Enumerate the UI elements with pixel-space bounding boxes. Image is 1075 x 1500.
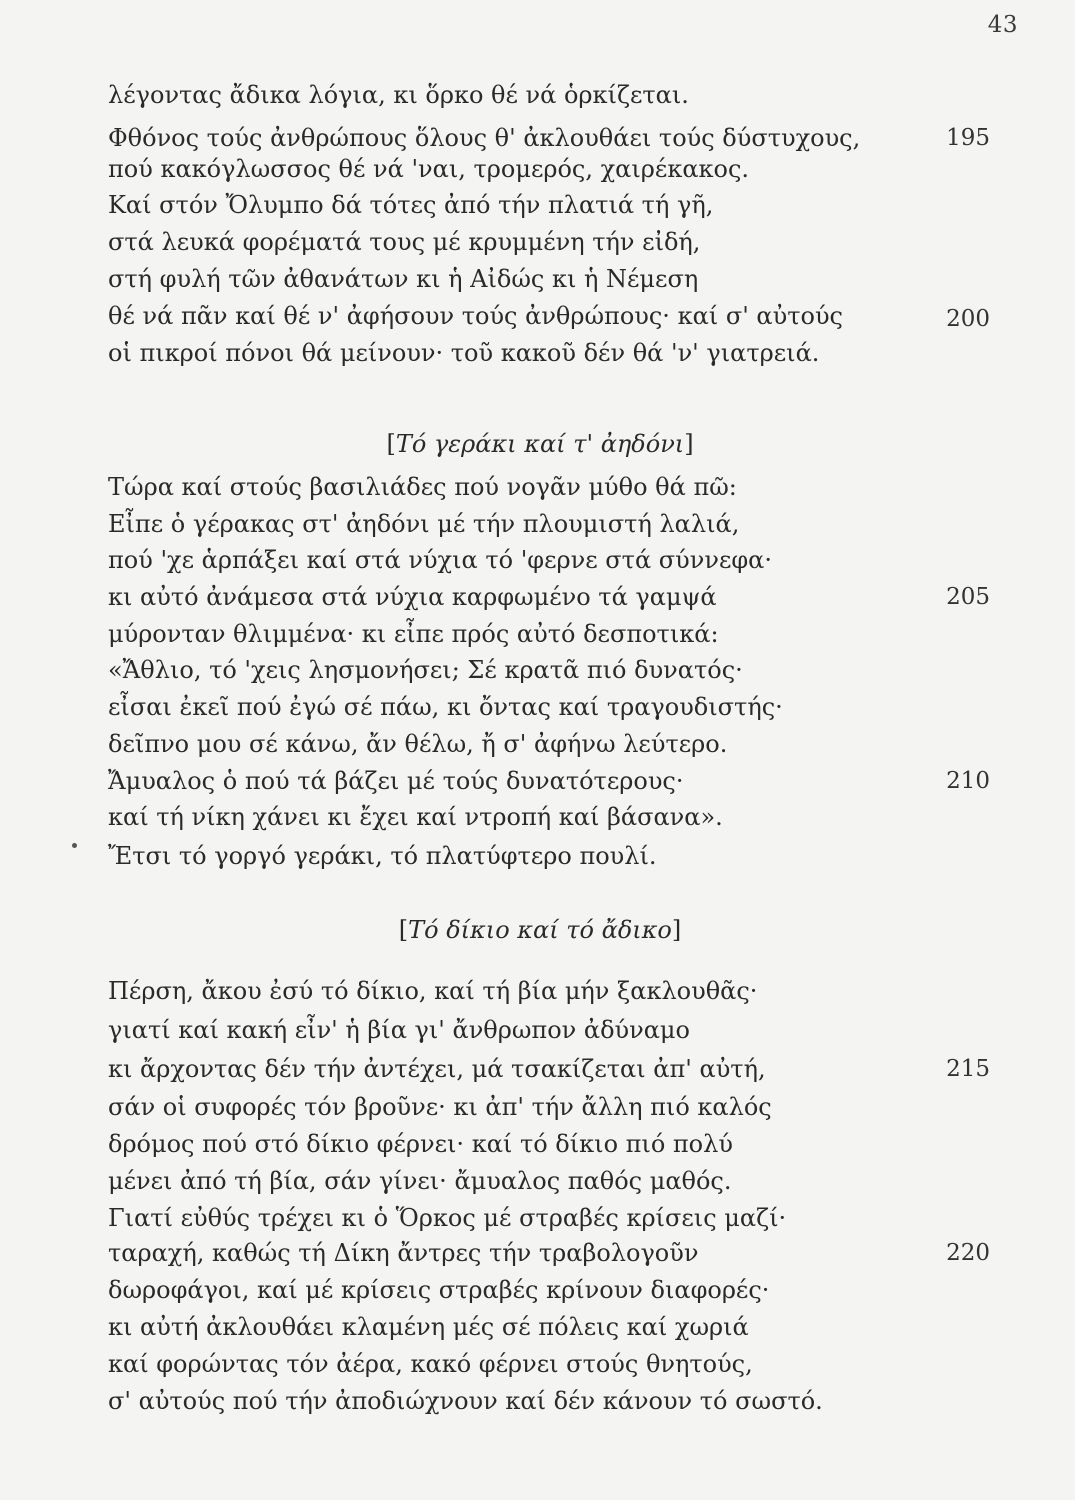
verse-line: Ἔτσι τό γοργό γεράκι, τό πλατύφτερο πουλί. [108, 842, 657, 870]
stray-mark [72, 843, 77, 848]
page-number: 43 [987, 12, 1018, 38]
verse-line: Πέρση, ἄκου ἐσύ τό δίκιο, καί τή βία μήν ξακλουθᾶς· [108, 977, 758, 1005]
verse-line: Τώρα καί στούς βασιλιάδες πού νογᾶν μύθο θά πῶ: [108, 473, 737, 501]
verse-line: θέ νά πᾶν καί θέ ν' ἀφήσουν τούς ἀνθρώπους· καί σ' αὐτούς [108, 302, 843, 330]
verse-line: ταραχή, καθώς τή Δίκη ἄντρες τήν τραβολογοῦν [108, 1239, 699, 1267]
line-number: 195 [946, 125, 990, 151]
heading-title: Τό δίκιο καί τό ἄδικο [408, 916, 672, 944]
verse-line: λέγοντας ἄδικα λόγια, κι ὅρκο θέ νά ὁρκίζεται. [108, 81, 689, 109]
verse-line: δεῖπνο μου σέ κάνω, ἄν θέλω, ἤ σ' ἀφήνω λεύτερο. [108, 730, 728, 758]
verse-line: πού 'χε ἁρπάξει καί στά νύχια τό 'φερνε στά σύννεφα· [108, 546, 773, 574]
verse-line: Φθόνος τούς ἀνθρώπους ὅλους θ' ἀκλουθάει τούς δύστυχους, [108, 124, 861, 152]
section-heading [120, 911, 960, 949]
verse-line: γιατί καί κακή εἶν' ἡ βία γι' ἄνθρωπον ἀδύναμο [108, 1016, 690, 1044]
heading-close-bracket: ] [684, 430, 694, 458]
verse-line: στή φυλή τῶν ἀθανάτων κι ἡ Αἰδώς κι ἡ Νέμεση [108, 265, 699, 293]
heading-open-bracket: [ [386, 430, 396, 458]
line-number: 215 [946, 1056, 990, 1082]
line-number: 205 [946, 584, 990, 610]
verse-line: Ἄμυαλος ὁ πού τά βάζει μέ τούς δυνατότερους· [108, 767, 684, 795]
verse-line: στά λευκά φορέματά τους μέ κρυμμένη τήν εἰδή, [108, 228, 701, 256]
verse-line: σ' αὐτούς πού τήν ἀποδιώχνουν καί δέν κάνουν τό σωστό. [108, 1387, 823, 1415]
verse-line: δρόμος πού στό δίκιο φέρνει· καί τό δίκιο πιό πολύ [108, 1130, 733, 1158]
verse-line: καί φορώντας τόν ἀέρα, κακό φέρνει στούς θνητούς, [108, 1350, 753, 1378]
verse-line: Εἶπε ὁ γέρακας στ' ἀηδόνι μέ τήν πλουμιστή λαλιά, [108, 510, 740, 538]
verse-line: καί τή νίκη χάνει κι ἔχει καί ντροπή καί βάσανα». [108, 803, 723, 831]
verse-line: Γιατί εὐθύς τρέχει κι ὁ Ὅρκος μέ στραβές κρίσεις μαζί· [108, 1204, 787, 1232]
verse-line: οἱ πικροί πόνοι θά μείνουν· τοῦ κακοῦ δέν θά 'ν' γιατρειά. [108, 339, 820, 367]
verse-line: μύρονταν θλιμμένα· κι εἶπε πρός αὐτό δεσποτικά: [108, 620, 719, 648]
verse-line: μένει ἀπό τή βία, σάν γίνει· ἄμυαλος παθός μαθός. [108, 1167, 732, 1195]
verse-line: δωροφάγοι, καί μέ κρίσεις στραβές κρίνουν διαφορές· [108, 1276, 770, 1304]
line-number: 200 [946, 306, 990, 332]
heading-open-bracket: [ [398, 916, 409, 944]
verse-line: πού κακόγλωσσος θέ νά 'ναι, τρομερός, χαιρέκακος. [108, 155, 750, 183]
heading-title: Τό γεράκι καί τ' ἀηδόνι [395, 430, 685, 458]
section-heading [120, 425, 960, 463]
verse-line: κι αὐτό ἀνάμεσα στά νύχια καρφωμένο τά γαμψά [108, 583, 717, 611]
line-number: 210 [946, 768, 990, 794]
verse-line: εἶσαι ἐκεῖ πού ἐγώ σέ πάω, κι ὄντας καί τραγουδιστής· [108, 693, 783, 721]
verse-line: «Ἄθλιο, τό 'χεις λησμονήσει; Σέ κρατᾶ πιό δυνατός· [108, 656, 743, 684]
verse-line: Καί στόν Ὄλυμπο δά τότες ἀπό τήν πλατιά τή γῆ, [108, 191, 714, 219]
line-number: 220 [946, 1240, 990, 1266]
verse-line: κι αὐτή ἀκλουθάει κλαμένη μές σέ πόλεις καί χωριά [108, 1313, 749, 1341]
verse-line: σάν οἱ συφορές τόν βροῦνε· κι ἀπ' τήν ἄλλη πιό καλός [108, 1093, 772, 1121]
heading-close-bracket: ] [671, 916, 682, 944]
verse-line: κι ἄρχοντας δέν τήν ἀντέχει, μά τσακίζεται ἀπ' αὐτή, [108, 1055, 766, 1083]
